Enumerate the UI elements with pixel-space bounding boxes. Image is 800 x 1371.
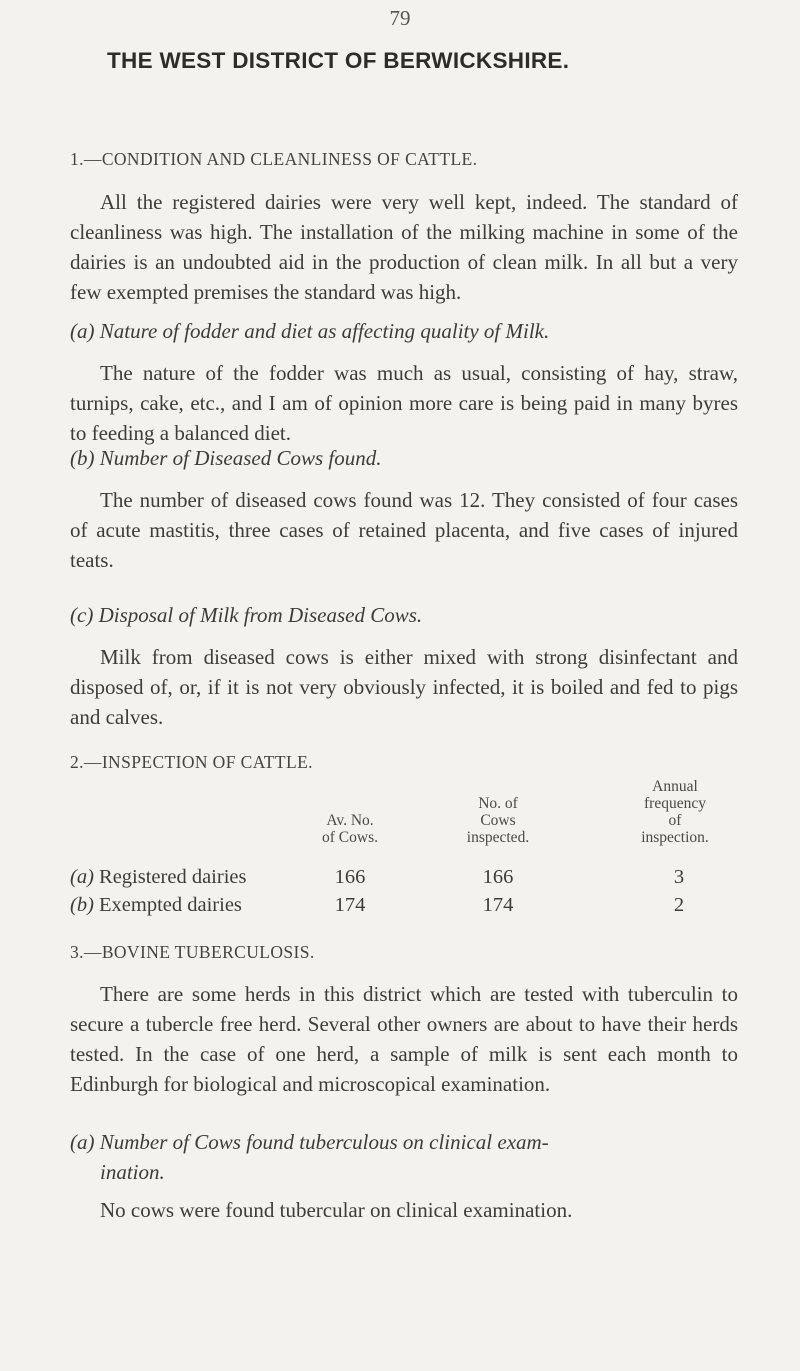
page-title: THE WEST DISTRICT OF BERWICKSHIRE.	[107, 48, 570, 73]
paragraph-diseased-cows: The number of diseased cows found was 12. They consisted of four cases of acute mastitis, three cases of retained placenta, and five cases of injured teats.	[70, 488, 738, 572]
section-heading-inspection: 2.—INSPECTION OF CATTLE.	[70, 752, 313, 772]
paragraph-clinical-examination: No cows were found tubercular on clinical examination.	[100, 1198, 573, 1222]
paragraph-cleanliness: All the registered dairies were very well kept, indeed. The standard of cleanliness was high. The installation of the milking machine in some of the dairies is an undoubted aid in the production of clean milk. In all but a very few exempted premises the standard was high.	[70, 190, 738, 304]
row-label: (b) Exempted dairies	[70, 894, 242, 916]
cell-av-no: 174	[334, 894, 366, 916]
cell-annual-frequency: 2	[673, 894, 685, 916]
cell-av-no: 166	[334, 866, 366, 888]
row-label: (a) Registered dairies	[70, 866, 247, 888]
paragraph-disposal: Milk from diseased cows is either mixed with strong disinfectant and disposed of, or, if it is not very obviously infected, it is boiled and fed to pigs and calves.	[70, 645, 738, 729]
subheading-title: Number of Diseased Cows found.	[99, 446, 382, 470]
subheading-title: Disposal of Milk from Diseased Cows.	[98, 603, 423, 627]
subheading-letter: (b)	[70, 446, 95, 470]
subheading-disposal	[70, 600, 738, 630]
column-header-av-no: Av. No. of Cows.	[322, 812, 378, 846]
subheading-title: Nature of fodder and diet as affecting quality of Milk.	[99, 319, 550, 343]
subheading-letter: (a)	[70, 1130, 95, 1154]
column-header-cows-inspected: No. of Cows inspected.	[466, 795, 530, 846]
table-row	[70, 894, 740, 920]
cell-cows-inspected: 174	[482, 894, 514, 916]
subheading-title: Number of Cows found tuberculous on clinical exam-	[99, 1130, 549, 1154]
table-row	[70, 866, 740, 892]
cell-annual-frequency: 3	[673, 866, 685, 888]
section-heading-condition: 1.—CONDITION AND CLEANLINESS OF CATTLE.	[70, 149, 478, 169]
section-heading-tuberculosis: 3.—BOVINE TUBERCULOSIS.	[70, 942, 315, 962]
subheading-title-continued: ination.	[100, 1160, 165, 1184]
subheading-diseased-cows	[70, 443, 738, 473]
page-number: 79	[389, 6, 411, 30]
subheading-tuberculous-cows	[70, 1127, 738, 1187]
paragraph-tuberculosis: There are some herds in this district which are tested with tuberculin to secure a tubercle free herd. Several other owners are about to have their herds tested. In the case of one herd, a sample of milk is sent each month to Edinburgh for biological and microscopical examination.	[70, 982, 738, 1096]
column-header-annual-frequency: Annual frequency of inspection.	[641, 778, 709, 846]
paragraph-fodder: The nature of the fodder was much as usual, consisting of hay, straw, turnips, cake, etc., and I am of opinion more care is being paid in many byres to feeding a balanced diet.	[70, 361, 738, 445]
cell-cows-inspected: 166	[482, 866, 514, 888]
subheading-letter: (a)	[70, 319, 95, 343]
subheading-fodder	[70, 316, 738, 346]
subheading-letter: (c)	[70, 603, 94, 627]
